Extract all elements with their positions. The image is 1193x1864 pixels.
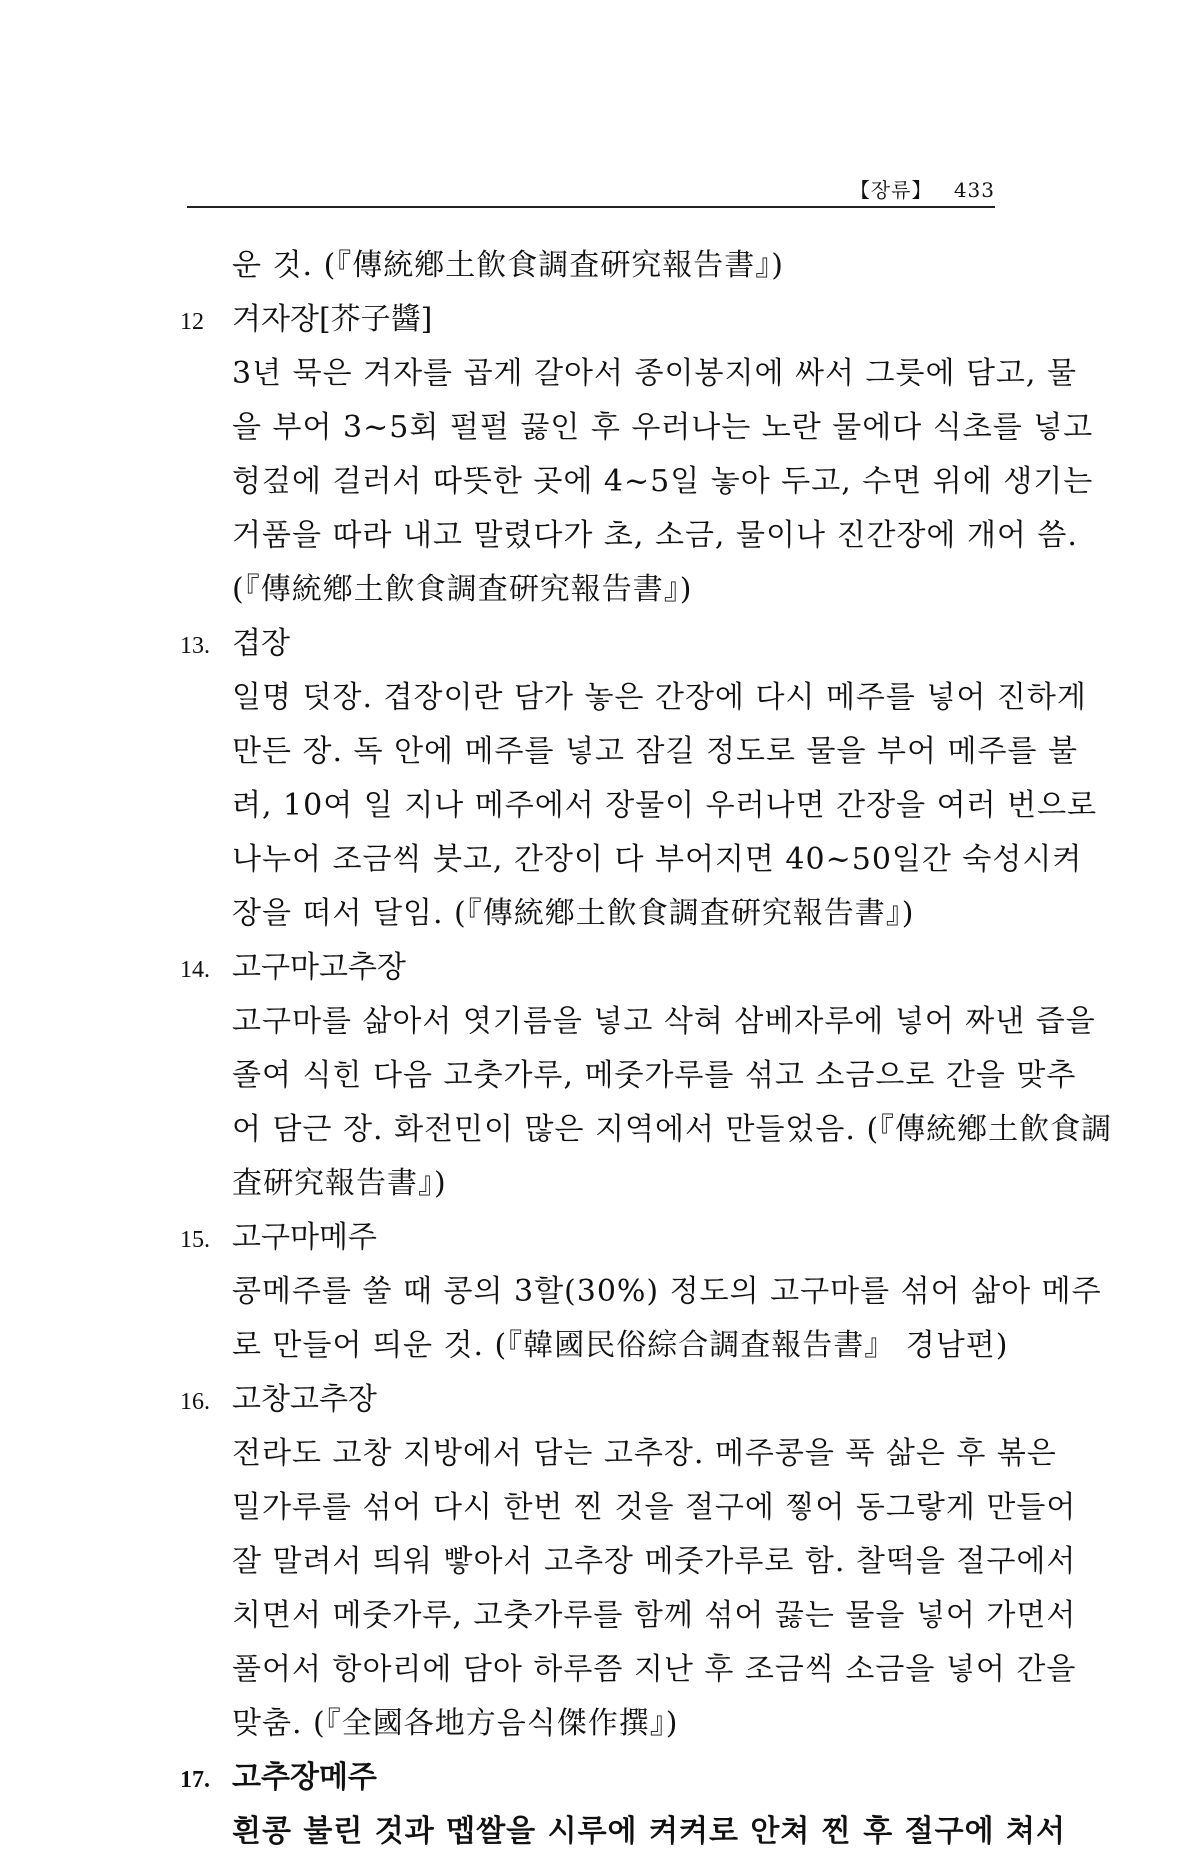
entry-16-text-line: 풀어서 항아리에 담아 하루쯤 지난 후 조금씩 소금을 넣어 간을 [232,1652,1077,1687]
entry-15-text-line: 로 만들어 띄운 것. (『韓國民俗綜合調査報告書』 경남편) [232,1328,1009,1363]
entry-title: 고추장메주 [232,1760,377,1795]
entry-15-text-line: 콩메주를 쑬 때 콩의 3할(30%) 정도의 고구마를 섞어 삶아 메주 [232,1274,1102,1309]
entry-13-text-line: 만든 장. 독 안에 메주를 넣고 잠길 정도로 물을 부어 메주를 불 [232,734,1078,769]
page-header [187,166,995,208]
page-body [180,244,1113,1864]
entry-title: 고창고추장 [232,1382,377,1417]
entry-16-text-line: 밀가루를 섞어 다시 한번 찐 것을 절구에 찧어 동그랗게 만들어 [232,1490,1077,1525]
entry-14-text-line: 고구마를 삶아서 엿기름을 넣고 삭혀 삼베자루에 넣어 짜낸 즙을 [232,1004,1096,1039]
entry-number: 14. [180,957,210,983]
entry-title: 고구마메주 [232,1220,377,1255]
entry-13-heading [180,622,1010,676]
entry-number: 12 [180,309,204,335]
entry-14-text-line: 졸여 식힌 다음 고춧가루, 메줏가루를 섞고 소금으로 간을 맞추 [232,1058,1077,1093]
entry-14-text-line: 어 담근 장. 화전민이 많은 지역에서 만들었음. (『傳統鄕土飮食調 [232,1112,1113,1147]
entry-12-text-line: 헝겊에 걸러서 따뜻한 곳에 4~5일 놓아 두고, 수면 위에 생기는 [232,464,1094,499]
entry-12-heading [180,298,1010,352]
entry-15-heading [180,1216,1010,1270]
entry-13-text-line: 려, 10여 일 지나 메주에서 장물이 우러나면 간장을 여러 번으로 [232,788,1098,823]
section-title: 【장류】 [849,178,933,202]
continued-text: 운 것. (『傳統鄕土飮食調査硏究報告書』) [232,248,784,283]
entry-13-text-line: 나누어 조금씩 붓고, 간장이 다 부어지면 40~50일간 숙성시켜 [232,842,1083,877]
entry-14-text-line: 査硏究報告書』) [232,1166,447,1201]
entry-17-text-line: 흰콩 불린 것과 멥쌀을 시루에 켜켜로 안쳐 찐 후 절구에 쳐서 [232,1814,1066,1849]
entry-16-text-line: 전라도 고창 지방에서 담는 고추장. 메주콩을 푹 삶은 후 볶은 [232,1436,1057,1471]
entry-number: 15. [180,1227,210,1253]
page-number: 433 [953,178,995,202]
entry-number: 16. [180,1389,210,1415]
entry-number: 13. [180,633,210,659]
entry-12-text-line: 거품을 따라 내고 말렸다가 초, 소금, 물이나 진간장에 개어 씀. [232,518,1078,553]
entry-number: 17. [180,1767,210,1793]
entry-title: 고구마고추장 [232,950,406,985]
entry-14-heading [180,946,1010,1000]
entry-13-text-line: 장을 떠서 달임. (『傳統鄕土飮食調査硏究報告書』) [232,896,915,931]
entry-title: 겨자장[芥子醬] [232,302,433,337]
entry-title: 겹장 [232,626,290,661]
entry-12-text-line: 을 부어 3~5회 펄펄 끓인 후 우러나는 노란 물에다 식초를 넣고 [232,410,1094,445]
entry-17-heading [180,1756,1010,1810]
entry-16-text-line: 치면서 메줏가루, 고춧가루를 함께 섞어 끓는 물을 넣어 가면서 [232,1598,1077,1633]
running-head [850,174,995,203]
entry-12-citation: (『傳統鄕土飮食調査硏究報告書』) [232,572,693,607]
entry-16-text-line: 맞춤. (『全國各地方음식傑作撰』) [232,1706,679,1741]
entry-16-text-line: 잘 말려서 띄워 빻아서 고추장 메줏가루로 함. 찰떡을 절구에서 [232,1544,1077,1579]
entry-16-heading [180,1378,1010,1432]
entry-12-text-line: 3년 묵은 겨자를 곱게 갈아서 종이봉지에 싸서 그릇에 담고, 물 [232,356,1077,391]
entry-13-text-line: 일명 덧장. 겹장이란 담가 놓은 간장에 다시 메주를 넣어 진하게 [232,680,1087,715]
